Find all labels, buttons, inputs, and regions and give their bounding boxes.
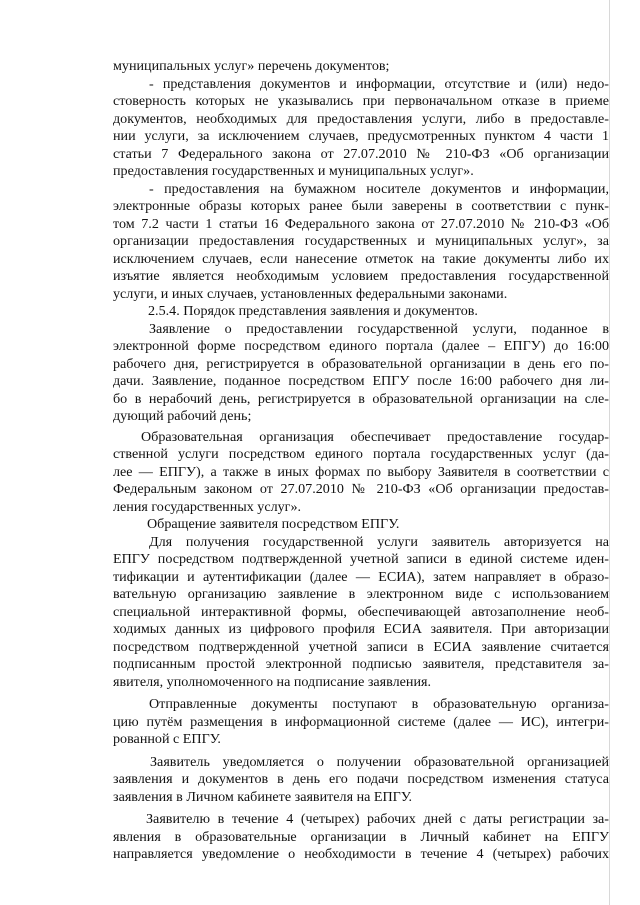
text-line: организации предоставления государственных и муниципальных услуг», за — [113, 233, 609, 249]
text-line: статьи 7 Федерального закона от 27.07.2010 № 210-ФЗ «Об организации — [113, 145, 609, 162]
text-line: Заявление о предоставлении государственной услуги, поданное в — [149, 320, 609, 337]
text-line: явления в образовательные организации в Личный кабинет на ЕПГУ — [113, 828, 609, 845]
text-line: лее — ЕПГУ), а также в иных формах по выбору Заявителя в соответствии с — [113, 463, 609, 480]
text-line: ления государственных услуг». — [113, 498, 302, 515]
text-line: направляется уведомление о необходимости в течение 4 (четырех) рабочих — [113, 846, 609, 862]
text-line: электронные образы которых ранее были заверены в соответствии с пунк- — [113, 198, 609, 214]
text-line: исключением случаев, если нанесение отметок на такие документы либо их — [113, 250, 609, 267]
text-line: изъятие является необходимым условием предоставления государственной — [113, 268, 609, 284]
text-line: рованной с ЕПГУ. — [113, 731, 221, 747]
text-line: услуги, и иных случаев, установленных федеральными законами. — [113, 285, 508, 302]
text-line: - представления документов и информации, отсутствие и (или) недо- — [149, 75, 609, 92]
text-line: дующий рабочий день; — [113, 408, 252, 424]
text-line: рабочего дня, регистрируется в образовательной организации в день его по- — [113, 355, 609, 372]
text-line: нии услуги, за исключением случаев, предусмотренных пунктом 4 части 1 — [113, 128, 609, 144]
text-line: явителя, уполномоченного на подписание заявления. — [113, 673, 431, 690]
text-line: Заявителю в течение 4 (четырех) рабочих дней с даты регистрации за- — [146, 811, 609, 827]
text-line: тификации и аутентификации (далее — ЕСИА), затем направляет в образо- — [113, 568, 609, 585]
text-line: бо в нерабочий день, регистрируется в образовательной организации на сле- — [113, 390, 609, 407]
text-line: Отправленные документы поступают в образовательную организа- — [149, 696, 609, 712]
text-line: подписанным простой электронной подписью заявителя, представителя за- — [113, 656, 609, 672]
text-line: ходимых данных из цифрового профиля ЕСИА заявителя. При авторизации — [113, 621, 609, 637]
text-line: электронной форме посредством единого портала (далее – ЕПГУ) до 16:00 — [113, 338, 609, 354]
text-line: Обращение заявителя посредством ЕПГУ. — [147, 516, 400, 532]
text-line: - предоставления на бумажном носителе документов и информации, — [149, 180, 609, 197]
section-heading: 2.5.4. Порядок представления заявления и документов. — [148, 303, 478, 319]
text-line: заявления в Личном кабинете заявителя на ЕПГУ. — [113, 788, 413, 805]
text-line: ЕПГУ посредством подтвержденной учетной записи в единой системе иден- — [113, 551, 609, 567]
text-line: документов, необходимых для предоставления услуги, либо в предоставле- — [113, 110, 609, 127]
text-line: цию путём размещения в информационной системе (далее — ИС), интегри- — [113, 713, 609, 730]
text-line: том 7.2 части 1 статьи 16 Федерального закона от 27.07.2010 № 210-ФЗ «Об — [113, 215, 609, 232]
text-line: Образовательная организация обеспечивает предоставление государ- — [141, 428, 609, 445]
page-edge-line — [609, 0, 610, 905]
text-line: Для получения государственной услуги заявитель авторизуется на — [149, 533, 609, 550]
text-line: заявления и документов в день его подачи посредством изменения статуса — [113, 771, 609, 787]
text-line: ственной услуги посредством единого портала государственных услуг (да- — [113, 446, 609, 462]
text-line: стоверность которых не указывались при первоначальном отказе в приеме — [113, 93, 609, 109]
text-line: Заявитель уведомляется о получении образовательной организацией — [150, 753, 609, 770]
text-line: муниципальных услуг» перечень документов; — [113, 58, 390, 74]
text-line: Федеральным законом от 27.07.2010 № 210-ФЗ «Об организации предостав- — [113, 481, 609, 497]
document-body — [113, 58, 609, 864]
text-line: посредством подтвержденной учетной записи в ЕСИА заявление считается — [113, 638, 609, 655]
text-line: дачи. Заявление, поданное посредством ЕПГУ после 16:00 рабочего дня ли- — [113, 373, 609, 389]
text-line: предоставления государственных и муниципальных услуг». — [113, 163, 474, 179]
text-line: специальной интерактивной формы, обеспечивающей автозаполнение необ- — [113, 603, 609, 620]
text-line: вательную организацию заявление в электронном виде с использованием — [113, 586, 609, 602]
